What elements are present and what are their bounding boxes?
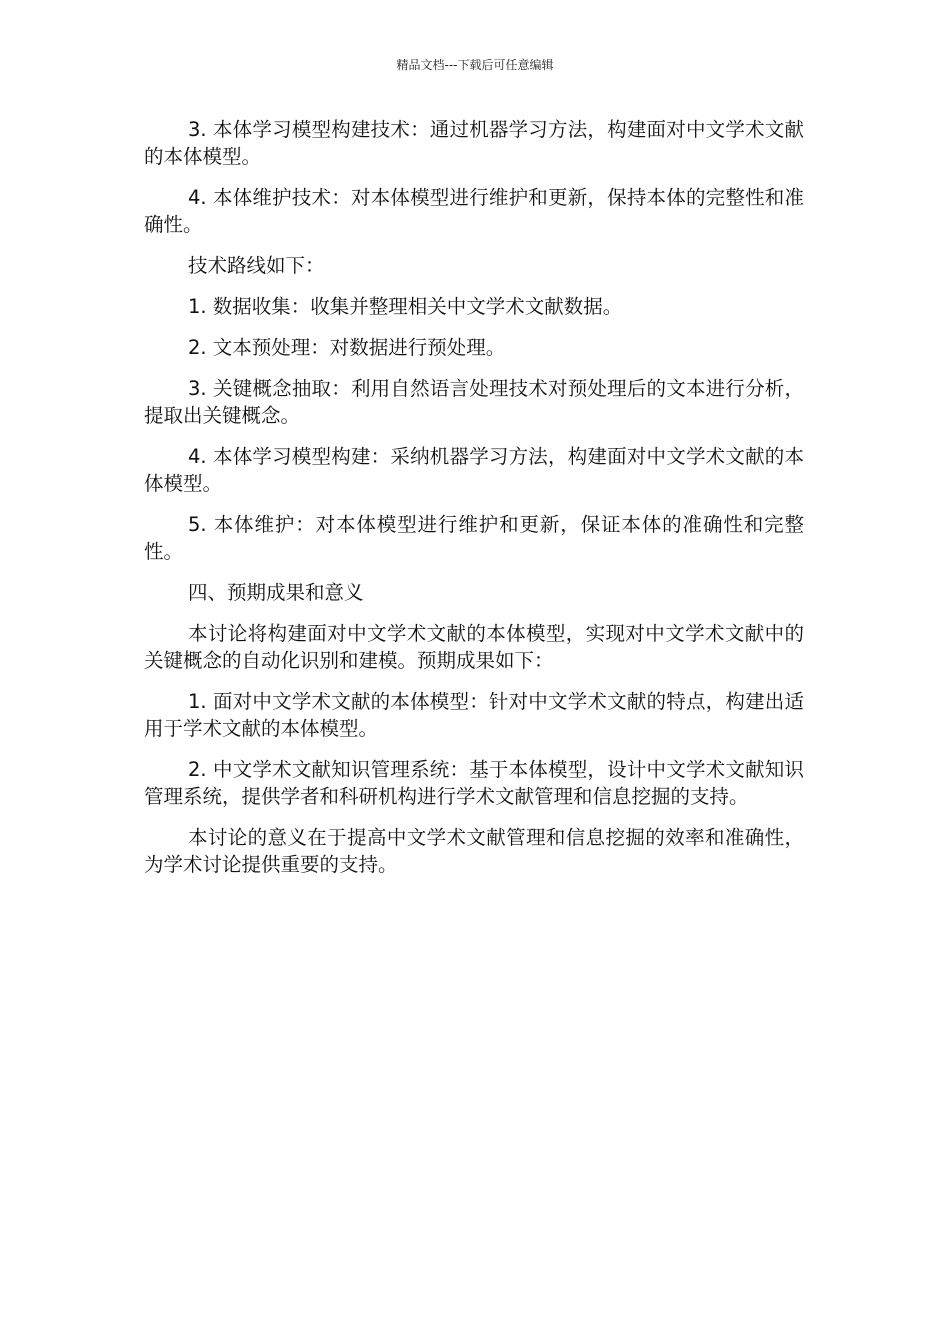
paragraph-significance: 本讨论的意义在于提高中文学术文献管理和信息挖掘的效率和准确性，为学术讨论提供重要的支持。 [144,826,804,876]
paragraph-expected-results-intro: 本讨论将构建面对中文学术文献的本体模型，实现对中文学术文献中的关键概念的自动化识别和建模。预期成果如下： [144,622,804,672]
paragraph-data-collection: 1. 数据收集：收集并整理相关中文学术文献数据。 [188,295,623,318]
page-header: 精品文档---下载后可任意编辑 [396,58,554,72]
paragraph-result-ontology-model: 1. 面对中文学术文献的本体模型：针对中文学术文献的特点，构建出适用于学术文献的本体模型。 [144,690,804,740]
paragraph-ontology-maintenance: 5. 本体维护：对本体模型进行维护和更新，保证本体的准确性和完整性。 [144,513,804,563]
paragraph-key-concept-extraction: 3. 关键概念抽取：利用自然语言处理技术对预处理后的文本进行分析，提取出关键概念。 [144,377,804,427]
paragraph-model-construction: 4. 本体学习模型构建：采纳机器学习方法，构建面对中文学术文献的本体模型。 [144,445,804,495]
paragraph-ontology-maintenance-tech: 4. 本体维护技术：对本体模型进行维护和更新，保持本体的完整性和准确性。 [144,186,804,236]
paragraph-text-preprocessing: 2. 文本预处理：对数据进行预处理。 [188,336,506,359]
document-body [144,116,804,892]
paragraph-ontology-learning-tech: 3. 本体学习模型构建技术：通过机器学习方法，构建面对中文学术文献的本体模型。 [144,118,804,168]
paragraph-result-knowledge-system: 2. 中文学术文献知识管理系统：基于本体模型，设计中文学术文献知识管理系统，提供学者和科研机构进行学术文献管理和信息挖掘的支持。 [144,758,804,808]
paragraph-tech-route-intro: 技术路线如下： [188,254,325,277]
section-heading-expected-results: 四、预期成果和意义 [188,581,364,604]
